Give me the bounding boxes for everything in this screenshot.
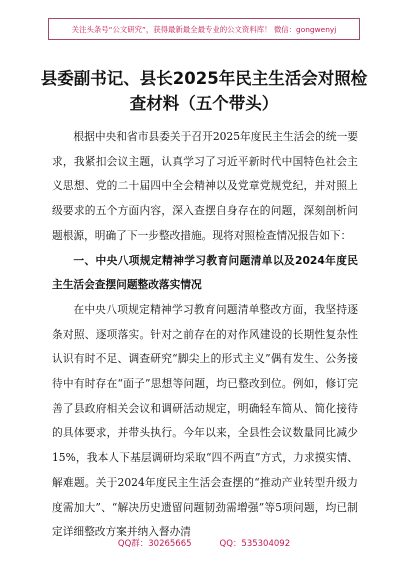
document-body — [52, 125, 358, 545]
section-heading: 一、中央八项规定精神学习教育问题清单以及2024年度民主生活会查摆问题整改落实情况 — [52, 253, 358, 292]
intro-paragraph: 根据中央和省市县委关于召开2025年度民主生活会的统一要求，我紧扣会议主题，认真学习了习近平新时代中国特色社会主义思想、党的二十届四中全会精神以及党章党规党纪，并对照上级要求的五个方面内容，深入查摆自身存在的问题，深刻剖析问题根源，明确了下一步整改措施。现将对照检查情况报告如下： — [52, 130, 358, 242]
document-title: 县委副书记、县长2025年民主生活会对照检查材料（五个带头） — [40, 69, 368, 113]
header-banner — [48, 18, 360, 40]
footer — [0, 537, 408, 549]
header-banner-text: 关注头条号“公文研究”，获得最新最全最专业的公文资料库！ 微信：gongwenyj — [71, 24, 337, 34]
footer-qq-group: QQ群：30265665 — [117, 539, 192, 549]
section-paragraph: 在中央八项规定精神学习教育问题清单整改方面，我坚持逐条对照、逐项落实。针对之前存在的对作风建设的长期性复杂性认识有时不足、调查研究“脚尖上的形式主义”偶有发生、公务接待中有时存在“面子”思想等问题，均已整改到位。例如，修订完善了县政府相关会议和调研活动规定，明确轻车简从、简化接待的具体要求，并带头执行。今年以来，全县性会议数量同比减少15%，我本人下基层调研均采取“四不两直”方式，力求摸实情、解难题。关于2024年度民主生活会查摆的“推动产业转型升级力度需加大”、“解决历史遗留问题韧劲需增强”等5项问题，均已制定详细整改方案并纳入督办清 — [52, 302, 358, 539]
footer-qq: QQ：535304092 — [219, 539, 291, 549]
